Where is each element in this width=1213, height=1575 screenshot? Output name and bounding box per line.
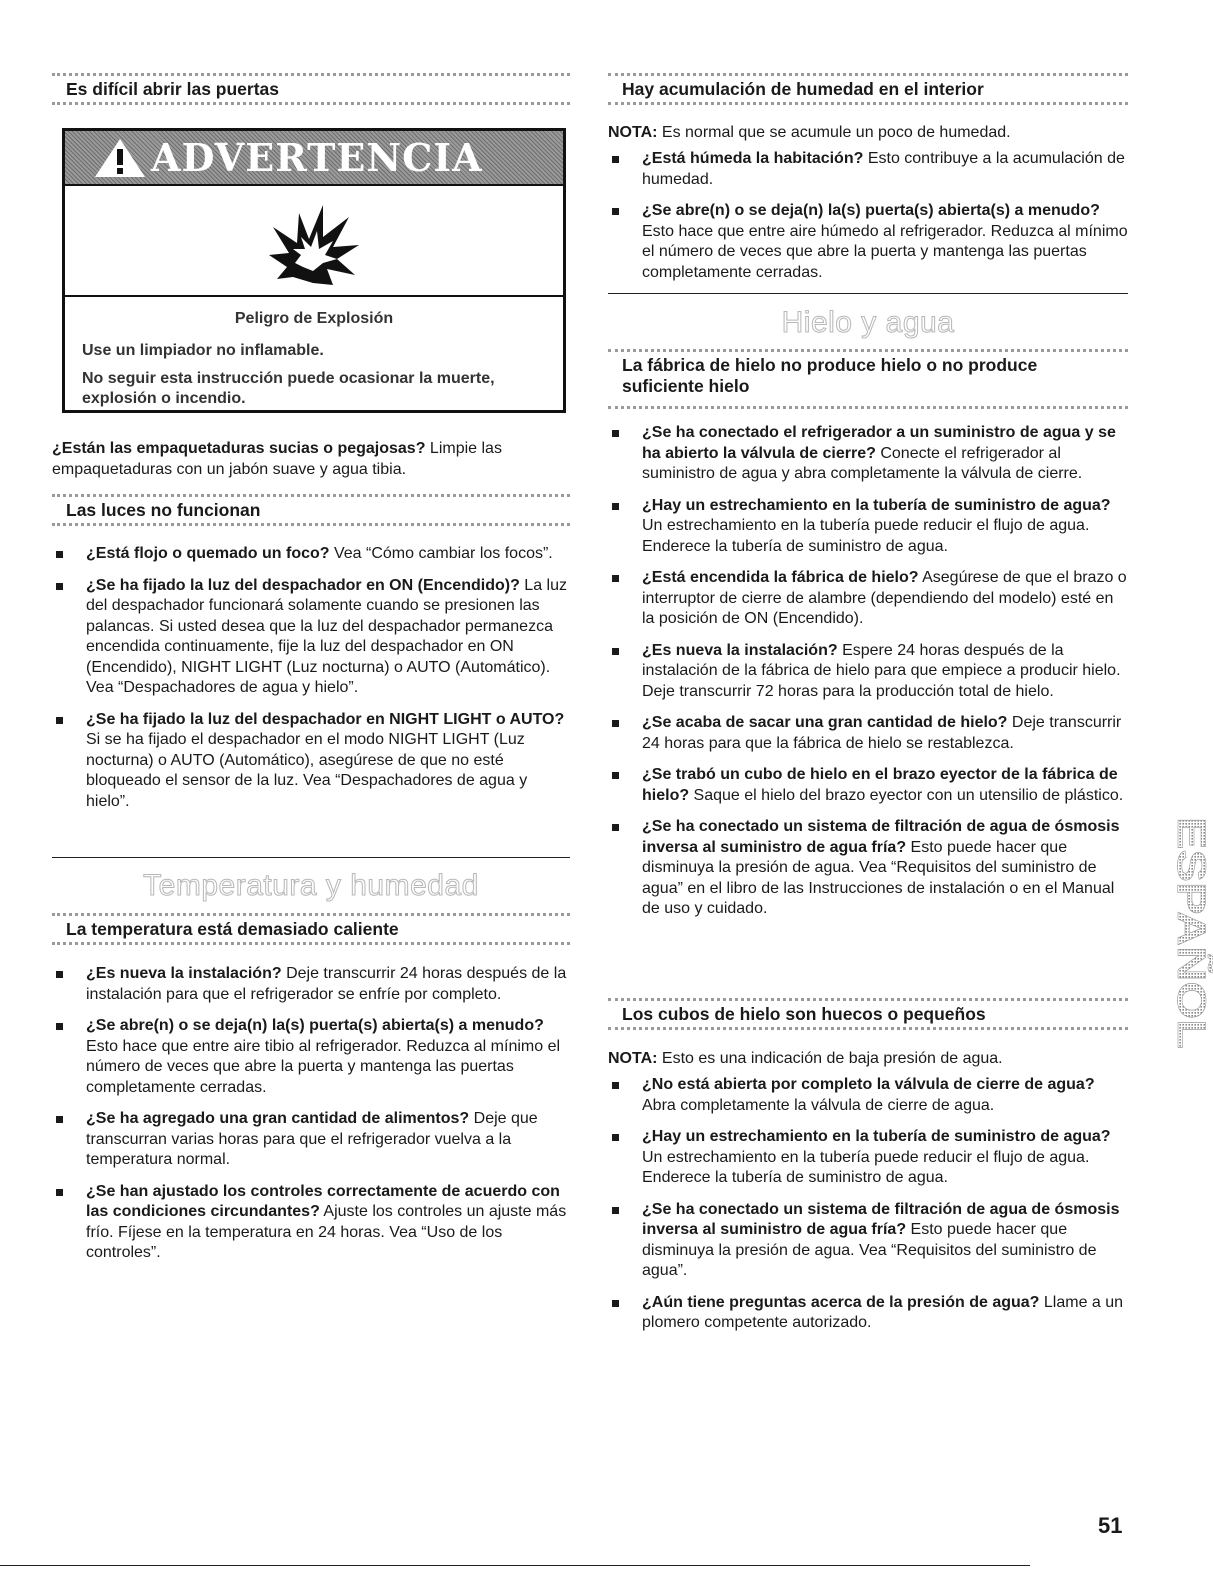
- humidity-list: [608, 149, 1128, 294]
- page-number: 51: [1098, 1513, 1123, 1538]
- side-language-tab: [1144, 815, 1213, 1055]
- list-item: ¿Se ha conectado el refrigerador a un suministro de agua y se ha abierto la válvula de cierre? Conecte el refrigerador al suministro de agua y abra completamente la válvula de cierre.: [608, 423, 1128, 485]
- section-title-ice-water: Hielo y agua: [781, 306, 955, 339]
- list-item: ¿Está húmeda la habitación? Esto contribuye a la acumulación de humedad.: [608, 149, 1128, 190]
- cubes-list: [608, 1075, 1128, 1345]
- warning-box: [62, 128, 566, 413]
- note-label: NOTA:: [608, 1050, 658, 1067]
- list-item: ¿Hay un estrechamiento en la tubería de suministro de agua? Un estrechamiento en la tubería puede reducir el flujo de agua. Enderece la tubería de suministro de agua.: [608, 1127, 1128, 1189]
- heading-ice-cubes: Los cubos de hielo son huecos o pequeños: [608, 998, 1128, 1030]
- warning-triangle-icon: [93, 137, 147, 179]
- warning-body: [65, 295, 563, 410]
- list-item: ¿Hay un estrechamiento en la tubería de suministro de agua? Un estrechamiento en la tubería puede reducir el flujo de agua. Enderece la tubería de suministro de agua.: [608, 496, 1128, 558]
- list-item: ¿Se ha fijado la luz del despachador en ON (Encendido)? La luz del despachador funcionará solamente cuando se presionen las palancas. Si usted desea que la luz del despachador permanezca encendida continuamente, fije la luz del despachador en ON (Encendido), NIGHT LIGHT (Luz nocturna) o AUTO (Automático). Vea “Despachadores de agua y hielo”.: [52, 576, 570, 699]
- section-rule: [608, 293, 1128, 294]
- heading-doors: Es difícil abrir las puertas: [52, 73, 570, 105]
- section-rule: [52, 857, 570, 858]
- list-item: ¿Es nueva la instalación? Deje transcurrir 24 horas después de la instalación para que el refrigerador se enfríe por completo.: [52, 964, 570, 1005]
- list-item: ¿Se ha fijado la luz del despachador en NIGHT LIGHT o AUTO? Si se ha fijado el despachador en el modo NIGHT LIGHT (Luz nocturna) o AUTO (Automático), asegúrese de que no esté bloqueado el sensor de la luz. Vea “Despachadores de agua y hielo”.: [52, 710, 570, 813]
- list-item: ¿Se trabó un cubo de hielo en el brazo eyector de la fábrica de hielo? Saque el hielo del brazo eyector con un utensilio de plástico.: [608, 765, 1128, 806]
- heading-icemaker: La fábrica de hielo no produce hielo o no produce suficiente hielo: [608, 349, 1128, 409]
- note-label: NOTA:: [608, 124, 658, 141]
- list-item: ¿Se ha agregado una gran cantidad de alimentos? Deje que transcurran varias horas para que el refrigerador vuelva a la temperatura normal.: [52, 1109, 570, 1171]
- warning-consequence: No seguir esta instrucción puede ocasionar la muerte, explosión o incendio.: [82, 370, 495, 407]
- list-item: ¿Se han ajustado los controles correctamente de acuerdo con las condiciones circundantes? Ajuste los controles un ajuste más frío. Fíjese en la temperatura en 24 horas. Vea “Uso de los controles”.: [52, 1182, 570, 1264]
- list-item: ¿Está flojo o quemado un foco? Vea “Cómo cambiar los focos”.: [52, 544, 570, 565]
- list-item: ¿Aún tiene preguntas acerca de la presión de agua? Llame a un plomero competente autorizado.: [608, 1293, 1128, 1334]
- note-text: Es normal que se acumule un poco de humedad.: [657, 124, 1011, 141]
- note-text: Esto es una indicación de baja presión de agua.: [657, 1050, 1003, 1067]
- section-title-temperature: Temperatura y humedad: [143, 869, 479, 902]
- gaskets-paragraph: [52, 439, 570, 480]
- warning-title: ADVERTENCIA: [151, 135, 483, 180]
- heading-humidity: Hay acumulación de humedad en el interior: [608, 73, 1128, 105]
- heading-temperature: La temperatura está demasiado caliente: [52, 913, 570, 945]
- list-item: ¿Está encendida la fábrica de hielo? Asegúrese de que el brazo o interruptor de cierre de alambre (dependiendo del modelo) esté en la posición de ON (Encendido).: [608, 568, 1128, 630]
- list-item: ¿Se ha conectado un sistema de filtración de agua de ósmosis inversa al suministro de agua fría? Esto puede hacer que disminuya la presión de agua. Vea “Requisitos del suministro de agua”.: [608, 1200, 1128, 1282]
- temperature-list: [52, 964, 570, 1275]
- warning-header: [65, 131, 563, 186]
- side-tab-label: ESPAÑOL: [1169, 817, 1213, 1008]
- list-item: ¿Es nueva la instalación? Espere 24 horas después de la instalación de la fábrica de hielo para que empiece a producir hielo. Deje transcurrir 72 horas para la producción total de hielo.: [608, 641, 1128, 703]
- footer-rule: [0, 1565, 1030, 1566]
- list-item: ¿Se abre(n) o se deja(n) la(s) puerta(s) abierta(s) a menudo? Esto hace que entre aire húmedo al refrigerador. Reduzca al mínimo el número de veces que abre la puerta y mantenga las puertas completamente cerradas.: [608, 201, 1128, 283]
- humidity-note: [608, 123, 1128, 144]
- gaskets-answer: Limpie las empaquetaduras con un jabón suave y agua tibia.: [52, 440, 502, 478]
- icemaker-list: [608, 423, 1128, 931]
- list-item: ¿Se ha conectado un sistema de filtración de agua de ósmosis inversa al suministro de agua fría? Esto puede hacer que disminuya la presión de agua. Vea “Requisitos del suministro de agua” en el libro de las Instrucciones de instalación o en el Manual de uso y cuidado.: [608, 817, 1128, 920]
- cubes-note: [608, 1049, 1128, 1070]
- list-item: ¿No está abierta por completo la válvula de cierre de agua? Abra completamente la válvula de cierre de agua.: [608, 1075, 1128, 1116]
- list-item: ¿Se abre(n) o se deja(n) la(s) puerta(s) abierta(s) a menudo? Esto hace que entre aire tibio al refrigerador. Reduzca al mínimo el número de veces que abre la puerta y mantenga las puertas completamente cerradas.: [52, 1016, 570, 1098]
- warning-instruction: Use un limpiador no inflamable.: [82, 342, 324, 359]
- lights-list: [52, 544, 570, 823]
- gaskets-question: ¿Están las empaquetaduras sucias o pegajosas?: [52, 440, 426, 457]
- explosion-icon: [263, 197, 363, 287]
- list-item: ¿Se acaba de sacar una gran cantidad de hielo? Deje transcurrir 24 horas para que la fábrica de hielo se restablezca.: [608, 713, 1128, 754]
- heading-lights: Las luces no funcionan: [52, 494, 570, 526]
- warning-hazard: Peligro de Explosión: [234, 310, 394, 327]
